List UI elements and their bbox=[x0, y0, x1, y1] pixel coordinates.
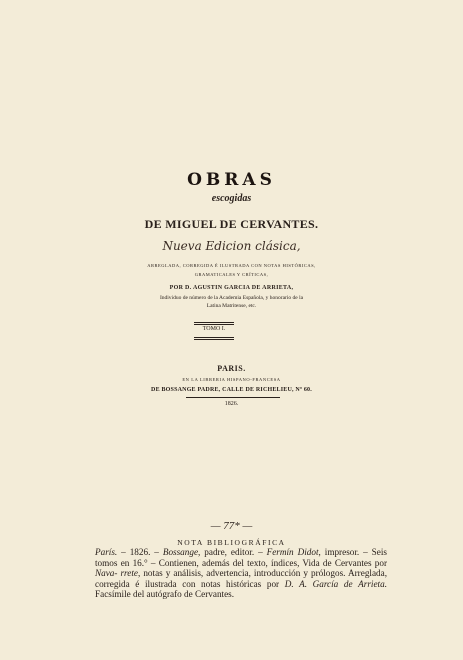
note-text: – 1826. – bbox=[117, 547, 163, 557]
note-text: Facsímile del autógrafo de Cervantes. bbox=[95, 589, 235, 599]
note-text: Arreglada, corregida é ilustrada con notas históricas por bbox=[95, 568, 388, 589]
note-author-ref: D. A. García de bbox=[284, 578, 353, 589]
imprint-line2: DE BOSSANGE PADRE, CALLE DE RICHELIEU, Nº 60. bbox=[151, 387, 312, 393]
note-line-3 bbox=[120, 568, 345, 578]
note-author-ref: Arrieta. bbox=[358, 578, 387, 589]
note-line-6 bbox=[95, 589, 234, 599]
edition-description-line2: GRAMATICALES Y CRÍTICAS, bbox=[194, 272, 269, 277]
edition-description-line1: ARREGLADA, CORREGIDA É ILUSTRADA CON NOTAS HISTÓRICAS, bbox=[147, 263, 316, 268]
note-text: en 16.° – Contienen, además del texto, índices, Vida de Cervantes por bbox=[120, 557, 388, 568]
imprint-rule bbox=[186, 397, 280, 398]
editor-membership-line2: Latina Matritense, etc. bbox=[206, 303, 257, 309]
imprint-city: PARIS. bbox=[217, 364, 246, 373]
volume-label: TOMO I. bbox=[202, 326, 226, 332]
edition-statement: Nueva Edicion clásica, bbox=[162, 239, 301, 253]
note-publisher: Bossange bbox=[162, 547, 199, 557]
note-heading: NOTA BIBLIOGRÁFICA bbox=[177, 538, 286, 547]
note-text: , notas y análisis, advertencia, introducción y prólogos. bbox=[138, 568, 346, 578]
book-author: DE MIGUEL DE CERVANTES. bbox=[144, 217, 319, 231]
note-text: , impresor. – Seis tomos bbox=[95, 547, 387, 568]
bibliographic-note-body bbox=[95, 547, 387, 600]
editor-name: POR D. AGUSTIN GARCIA DE ARRIETA, bbox=[169, 285, 294, 291]
imprint-line1: EN LA LIBRERIA HISPANO-FRANCESA bbox=[182, 377, 281, 382]
book-subtitle: escogidas bbox=[211, 193, 252, 204]
imprint-year: 1826. bbox=[224, 401, 239, 407]
note-line-5 bbox=[358, 579, 387, 589]
book-title: OBRAS bbox=[187, 170, 276, 190]
note-author-ref: Nava- bbox=[95, 568, 118, 578]
page-number: — 77* — bbox=[210, 520, 253, 532]
note-author-ref: rrete bbox=[120, 568, 139, 578]
volume-box bbox=[194, 324, 234, 338]
note-place: París. bbox=[95, 547, 118, 557]
note-text: , padre, editor. – bbox=[198, 547, 267, 557]
note-printer: Fermín Didot bbox=[266, 547, 319, 557]
editor-membership-line1: Individuo de número de la Academia Española, y honorario de la bbox=[159, 295, 304, 301]
